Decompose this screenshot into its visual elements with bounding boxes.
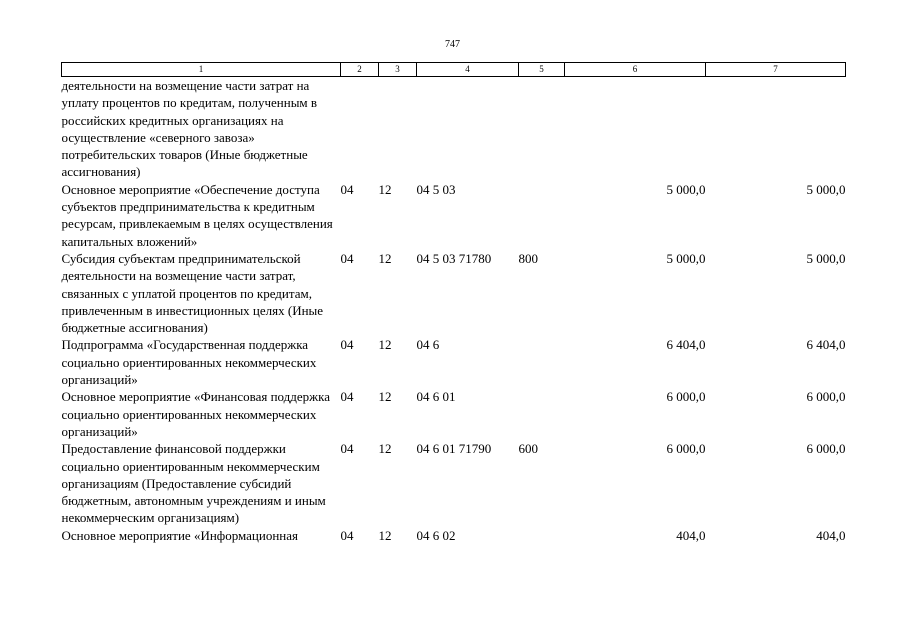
row-amount-1: 6 000,0 xyxy=(666,441,706,457)
row-amount-1: 6 404,0 xyxy=(666,337,706,353)
row-name: Субсидия субъектам предпринимательской деятельности на возмещение части затрат, связанных с уплатой процентов по кредитам, привлеченным в инвестиционных целях (Иные бюджетные ассигнования) xyxy=(61,250,324,336)
row-target-article: 04 6 02 xyxy=(416,527,456,543)
row-expense-type xyxy=(519,336,565,388)
row-target-article: 04 6 01 xyxy=(416,389,456,405)
row-expense-type xyxy=(519,388,565,440)
row-expense-type xyxy=(519,77,565,181)
row-amount-2: 6 404,0 xyxy=(806,337,846,353)
header-col-expense-type: 5 xyxy=(519,63,565,77)
table-row xyxy=(62,440,846,526)
row-amount-1 xyxy=(565,77,706,181)
row-subsection: 12 xyxy=(378,527,392,543)
row-amount-2: 5 000,0 xyxy=(806,181,846,197)
row-section: 04 xyxy=(340,389,354,405)
row-name: Основное мероприятие «Обеспечение доступа субъектов предпринимательства к кредитным ресурсам, привлекаемым в целях осуществления капитальных вложений» xyxy=(61,181,333,249)
row-amount-2: 5 000,0 xyxy=(806,250,846,266)
table-row xyxy=(62,181,846,250)
row-name: Основное мероприятие «Информационная xyxy=(61,527,298,543)
row-section: 04 xyxy=(340,441,354,457)
page-number: 747 xyxy=(445,39,460,50)
row-name: Подпрограмма «Государственная поддержка социально ориентированных некоммерческих организаций» xyxy=(61,337,317,388)
row-section: 04 xyxy=(340,250,354,266)
table-row xyxy=(62,250,846,336)
row-name: Основное мероприятие «Финансовая поддержка социально ориентированных некоммерческих организаций» xyxy=(61,389,331,439)
row-section: 04 xyxy=(340,181,354,197)
row-subsection: 12 xyxy=(378,441,392,457)
row-amount-2: 6 000,0 xyxy=(806,441,846,457)
header-col-amount-2: 7 xyxy=(706,63,846,77)
row-expense-type: 600 xyxy=(518,441,538,457)
row-target-article: 04 6 xyxy=(416,337,440,353)
table-row xyxy=(62,527,846,544)
row-section: 04 xyxy=(340,337,354,353)
row-expense-type xyxy=(519,181,565,250)
row-amount-1: 5 000,0 xyxy=(666,181,706,197)
header-col-target-article: 4 xyxy=(417,63,519,77)
table-body xyxy=(62,77,846,545)
row-name: деятельности на возмещение части затрат на уплату процентов по кредитам, полученным в российских кредитных организациях на осуществление «северного завоза» потребительских товаров (Иные бюджетные ассигнования) xyxy=(61,78,318,180)
header-row xyxy=(62,63,846,77)
row-section xyxy=(341,77,379,181)
header-col-section: 2 xyxy=(341,63,379,77)
row-target-article: 04 5 03 xyxy=(416,181,456,197)
budget-table xyxy=(61,62,846,544)
table-header xyxy=(62,63,846,77)
header-col-name: 1 xyxy=(62,63,341,77)
row-subsection xyxy=(379,77,417,181)
table-row xyxy=(62,77,846,181)
row-subsection: 12 xyxy=(378,337,392,353)
row-subsection: 12 xyxy=(378,250,392,266)
row-amount-2: 6 000,0 xyxy=(806,389,846,405)
row-amount-2: 404,0 xyxy=(816,527,846,543)
row-amount-1: 5 000,0 xyxy=(666,250,706,266)
row-amount-1: 404,0 xyxy=(676,527,706,543)
row-amount-2 xyxy=(706,77,846,181)
table-row xyxy=(62,388,846,440)
row-subsection: 12 xyxy=(378,389,392,405)
row-section: 04 xyxy=(340,527,354,543)
row-target-article: 04 5 03 71780 xyxy=(416,250,492,266)
header-col-amount-1: 6 xyxy=(565,63,706,77)
row-expense-type: 800 xyxy=(518,250,538,266)
row-name: Предоставление финансовой поддержки социально ориентированным некоммерческим организациям (Предоставление субсидий бюджетным, автономным учреждениям и иным некоммерческим организациям) xyxy=(61,441,326,526)
table-row xyxy=(62,336,846,388)
row-expense-type xyxy=(519,527,565,544)
row-subsection: 12 xyxy=(378,181,392,197)
row-target-article: 04 6 01 71790 xyxy=(416,441,492,457)
header-col-subsection: 3 xyxy=(379,63,417,77)
row-amount-1: 6 000,0 xyxy=(666,389,706,405)
row-target-article xyxy=(417,77,519,181)
